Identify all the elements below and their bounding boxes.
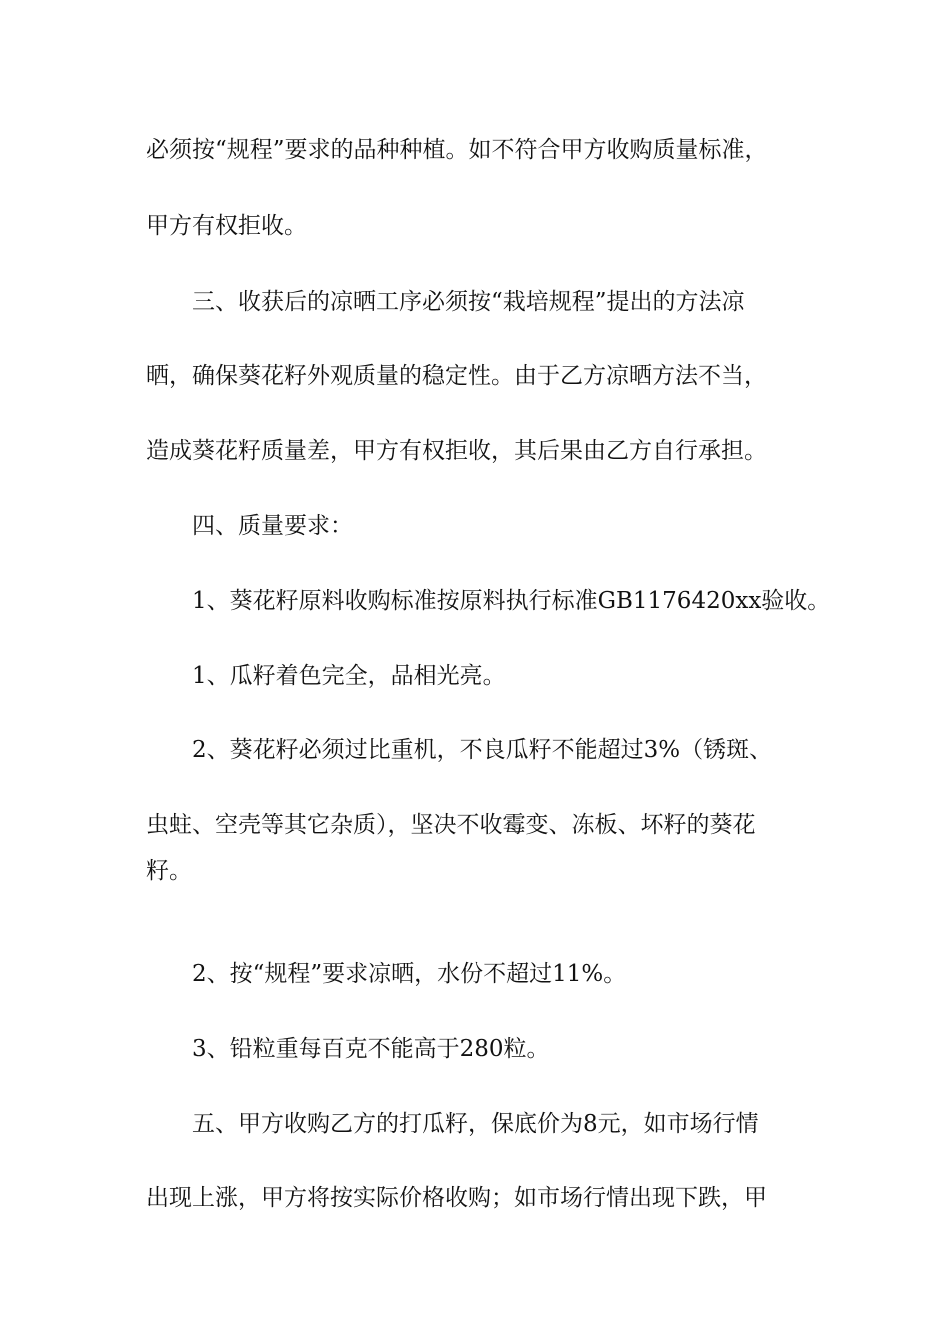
list-item-line: 1、葵花籽原料收购标准按原料执行标准GB1176420xx验收。: [192, 588, 831, 614]
text-line: 晒，确保葵花籽外观质量的稳定性。由于乙方凉晒方法不当，: [146, 363, 767, 389]
list-item-line: 2、葵花籽必须过比重机，不良瓜籽不能超过3%（锈斑、: [192, 737, 773, 763]
list-item-line: 2、按“规程”要求凉晒，水份不超过11%。: [192, 961, 627, 987]
text-line: 虫蛀、空壳等其它杂质），坚决不收霉变、冻板、坏籽的葵花: [146, 812, 756, 838]
text-line: 甲方有权拒收。: [146, 213, 307, 239]
text-line: 籽。: [146, 858, 192, 884]
list-item-line: 3、铅粒重每百克不能高于280粒。: [192, 1036, 550, 1062]
section-heading-line: 三、收获后的凉晒工序必须按“栽培规程”提出的方法凉: [192, 289, 745, 315]
text-line: 出现上涨，甲方将按实际价格收购；如市场行情出现下跌，甲: [146, 1185, 767, 1211]
text-line: 造成葵花籽质量差，甲方有权拒收，其后果由乙方自行承担。: [146, 438, 767, 464]
list-item-line: 1、瓜籽着色完全，品相光亮。: [192, 663, 506, 689]
section-heading-line: 五、甲方收购乙方的打瓜籽，保底价为8元，如市场行情: [192, 1111, 759, 1137]
section-heading-line: 四、质量要求：: [192, 513, 353, 539]
text-line: 必须按“规程”要求的品种种植。如不符合甲方收购质量标准，: [146, 137, 768, 163]
